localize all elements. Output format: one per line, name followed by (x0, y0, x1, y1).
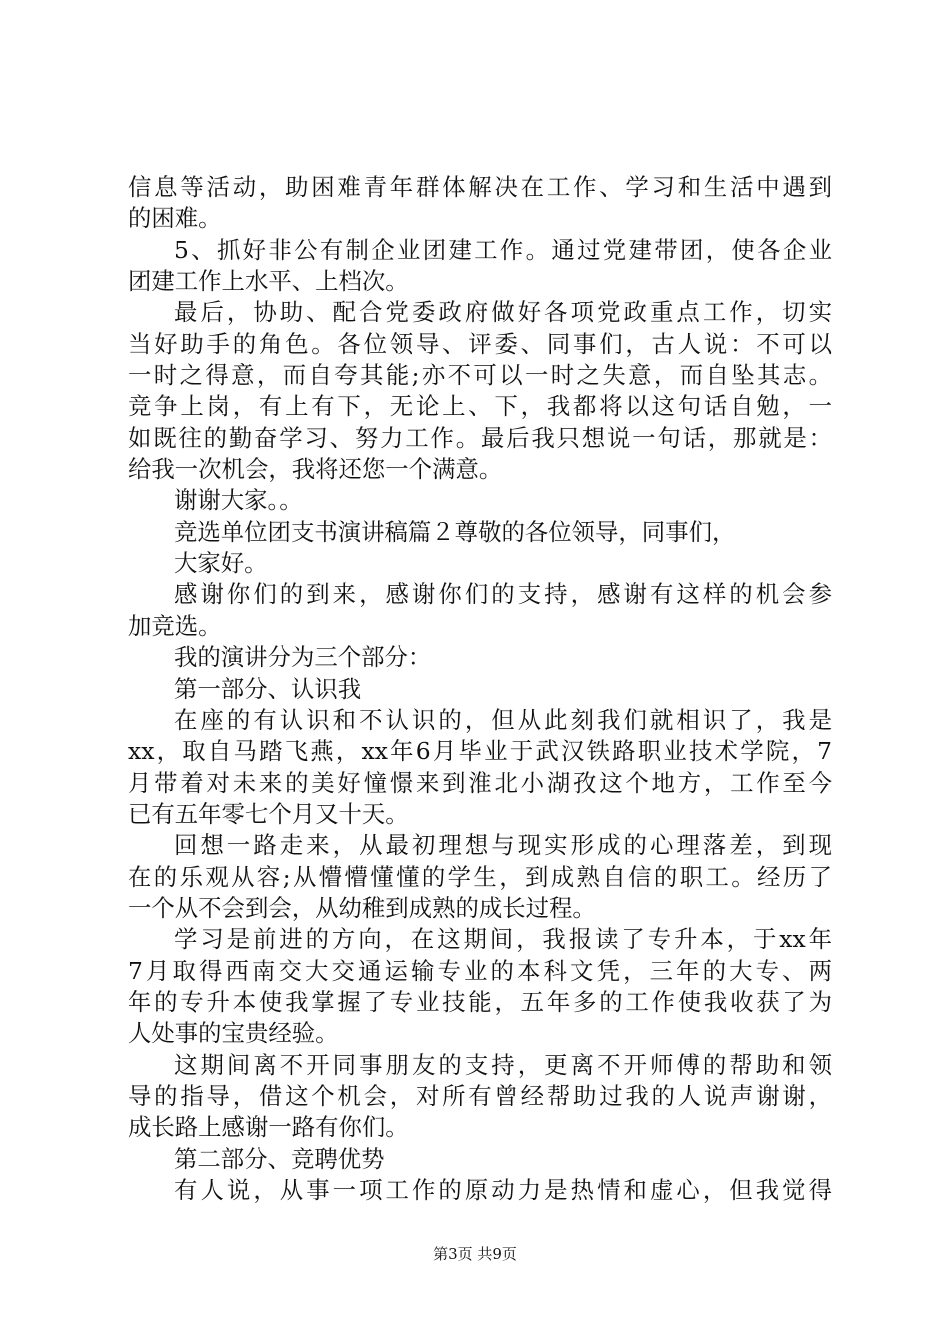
text-line: 7月取得西南交大交通运输专业的本科文凭，三年的大专、两 (128, 956, 832, 985)
text-line: 竞选单位团支书演讲稿篇２尊敬的各位领导，同事们， (174, 517, 736, 546)
text-line: 感谢你们的到来，感谢你们的支持，感谢有这样的机会参 (174, 580, 832, 609)
text-line: 加竞选。 (128, 611, 222, 640)
text-line: 月带着对未来的美好憧憬来到淮北小湖孜这个地方，工作至今 (128, 768, 832, 797)
text-line: 我的演讲分为三个部分： (174, 643, 432, 672)
text-line: 大家好。 (174, 549, 268, 578)
text-line: 这期间离不开同事朋友的支持，更离不开师傅的帮助和领 (174, 1050, 832, 1079)
text-line: 回想一路走来，从最初理想与现实形成的心理落差，到现 (174, 831, 832, 860)
text-line: 一时之得意，而自夸其能;亦不可以一时之失意，而自坠其志。 (128, 361, 832, 390)
text-line: 最后，协助、配合党委政府做好各项党政重点工作，切实 (174, 298, 832, 327)
text-line: 人处事的宝贵经验。 (128, 1019, 339, 1048)
text-line: 在的乐观从容;从懵懵懂懂的学生，到成熟自信的职工。经历了 (128, 862, 832, 891)
text-line: 当好助手的角色。各位领导、评委、同事们，古人说：不可以 (128, 329, 832, 358)
text-line: 学习是前进的方向，在这期间，我报读了专升本，于xx年 (174, 925, 832, 954)
text-line: 成长路上感谢一路有你们。 (128, 1113, 409, 1142)
text-line: 团建工作上水平、上档次。 (128, 267, 409, 296)
text-line: 导的指导，借这个机会，对所有曾经帮助过我的人说声谢谢， (128, 1081, 832, 1110)
text-line: xx，取自马踏飞燕，xx年6月毕业于武汉铁路职业技术学院，7 (128, 737, 832, 766)
text-line: 年的专升本使我掌握了专业技能，五年多的工作使我收获了为 (128, 987, 832, 1016)
text-line: 谢谢大家。。 (174, 486, 303, 515)
section-heading: 第二部分、竞聘优势 (174, 1144, 385, 1173)
text-line: 信息等活动，助困难青年群体解决在工作、学习和生活中遇到 (128, 173, 832, 201)
text-line: 一个从不会到会，从幼稚到成熟的成长过程。 (128, 893, 596, 922)
text-line: 有人说，从事一项工作的原动力是热情和虚心，但我觉得 (174, 1176, 832, 1204)
section-heading: 第一部分、认识我 (174, 674, 362, 703)
text-line: 如既往的勤奋学习、努力工作。最后我只想说一句话，那就是： (128, 423, 832, 452)
text-line: 竞争上岗，有上有下，无论上、下，我都将以这句话自勉，一 (128, 392, 832, 421)
text-line: 5、抓好非公有制企业团建工作。通过党建带团，使各企业 (174, 235, 832, 264)
document-body (128, 172, 832, 1206)
text-line: 给我一次机会，我将还您一个满意。 (128, 455, 503, 484)
text-line: 的困难。 (128, 204, 222, 233)
page-footer: 第3页 共9页 (433, 1245, 517, 1263)
text-line: 已有五年零七个月又十天。 (128, 799, 409, 828)
text-line: 在座的有认识和不认识的，但从此刻我们就相识了，我是 (174, 705, 832, 734)
